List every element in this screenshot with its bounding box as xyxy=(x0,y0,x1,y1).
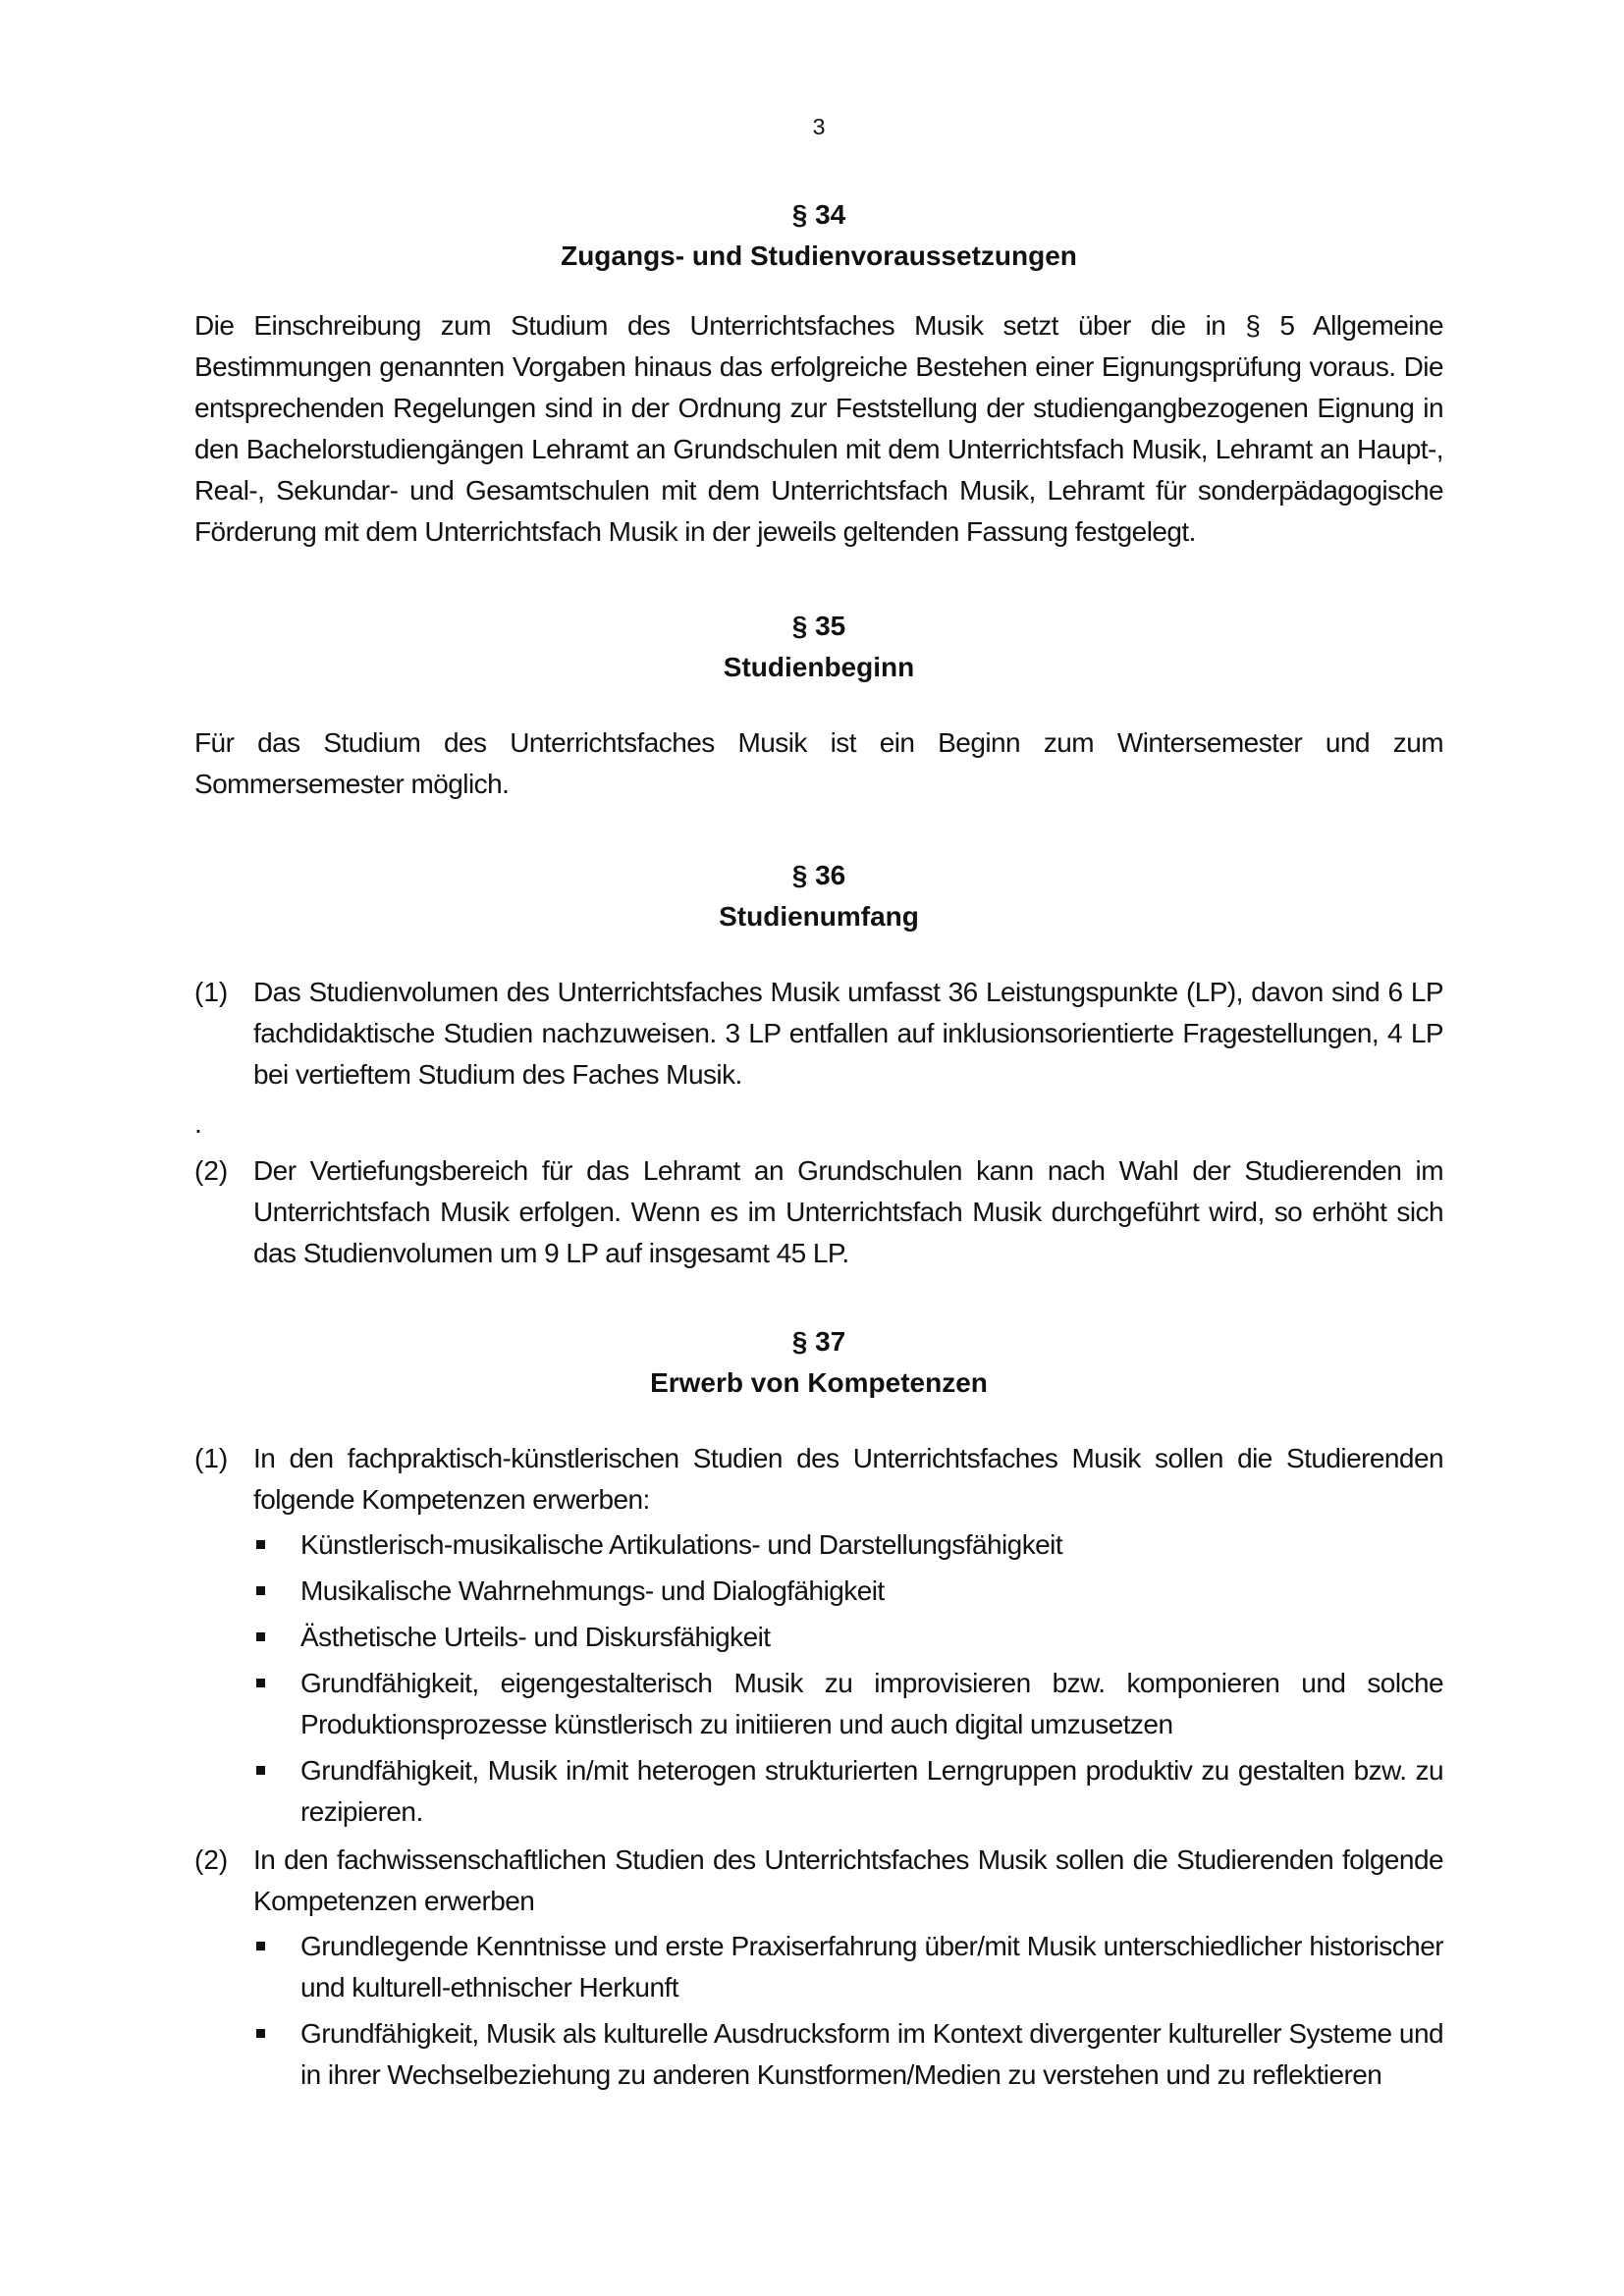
paragraph-text: In den fachpraktisch-künstlerischen Studien des Unterrichtsfaches Musik sollen die Studierenden folgende Kompetenzen erwerben: xyxy=(253,1443,1443,1515)
square-bullet-icon xyxy=(256,1540,265,1549)
list-item-text: Grundfähigkeit, eigengestalterisch Musik zu improvisieren bzw. komponieren und solche Produktionsprozesse künstlerisch zu initiieren und auch digital umzusetzen xyxy=(300,1668,1443,1739)
list-item-text: Ästhetische Urteils- und Diskursfähigkeit xyxy=(300,1622,771,1652)
list-item xyxy=(253,1750,1443,1833)
section-37-number: § 37 xyxy=(791,1326,846,1357)
square-bullet-icon xyxy=(256,1679,265,1687)
square-bullet-icon xyxy=(256,1942,265,1950)
section-37-paragraph-2 xyxy=(194,1840,1443,1922)
section-37-title: Erwerb von Kompetenzen xyxy=(650,1367,988,1398)
paragraph-text: Das Studienvolumen des Unterrichtsfaches Musik umfasst 36 Leistungspunkte (LP), davon sind 6 LP fachdidaktische Studien nachzuweisen. 3 LP entfallen auf inklusionsorientierte Fragestellungen, 4 LP bei vertieftem Studium des Faches Musik. xyxy=(253,977,1443,1090)
competence-list-2 xyxy=(253,1926,1443,2101)
section-36-paragraph-1 xyxy=(194,972,1443,1095)
paragraph-number: (2) xyxy=(194,1155,229,1186)
list-item xyxy=(253,2013,1443,2096)
square-bullet-icon xyxy=(256,1766,265,1775)
paragraph-text: In den fachwissenschaftlichen Studien des Unterrichtsfaches Musik sollen die Studierenden folgende Kompetenzen erwerben xyxy=(253,1844,1443,1916)
section-35-number: § 35 xyxy=(791,611,846,641)
stray-dot: . xyxy=(194,1108,202,1139)
list-item-text: Künstlerisch-musikalische Artikulations- und Darstellungsfähigkeit xyxy=(300,1529,1063,1560)
page-number: 3 xyxy=(812,114,826,139)
square-bullet-icon xyxy=(256,1632,265,1641)
section-35-title: Studienbeginn xyxy=(723,652,915,682)
section-37-heading xyxy=(194,1321,1443,1404)
list-item xyxy=(253,1663,1443,1745)
paragraph-number: (1) xyxy=(194,1443,229,1473)
list-item xyxy=(253,1617,1443,1658)
list-item xyxy=(253,1571,1443,1612)
paragraph-number: (2) xyxy=(194,1844,229,1875)
section-34-heading xyxy=(194,194,1443,277)
section-36-number: § 36 xyxy=(791,860,846,890)
section-37-paragraph-1 xyxy=(194,1438,1443,1521)
section-34-title: Zugangs- und Studienvoraussetzungen xyxy=(561,240,1077,271)
list-item-text: Grundlegende Kenntnisse und erste Praxiserfahrung über/mit Musik unterschiedlicher historischer und kulturell-ethnischer Herkunft xyxy=(300,1931,1443,2002)
section-34-number: § 34 xyxy=(791,199,846,230)
section-35-text: Für das Studium des Unterrichtsfaches Musik ist ein Beginn zum Wintersemester und zum Sommersemester möglich. xyxy=(194,727,1443,799)
list-item-text: Grundfähigkeit, Musik als kulturelle Ausdrucksform im Kontext divergenter kultureller Systeme und in ihrer Wechselbeziehung zu anderen Kunstformen/Medien zu verstehen und zu reflektieren xyxy=(300,2018,1443,2090)
section-36-heading xyxy=(194,855,1443,937)
section-36-title: Studienumfang xyxy=(719,901,919,932)
list-item-text: Musikalische Wahrnehmungs- und Dialogfähigkeit xyxy=(300,1575,885,1606)
competence-list-1 xyxy=(253,1524,1443,1838)
list-item xyxy=(253,1524,1443,1566)
section-36-paragraph-2 xyxy=(194,1150,1443,1274)
square-bullet-icon xyxy=(256,2029,265,2038)
paragraph-text: Der Vertiefungsbereich für das Lehramt an Grundschulen kann nach Wahl der Studierenden im Unterrichtsfach Musik erfolgen. Wenn es im Unterrichtsfach Musik durchgeführt wird, so erhöht sich das Studienvolumen um 9 LP auf insgesamt 45 LP. xyxy=(253,1155,1443,1268)
list-item-text: Grundfähigkeit, Musik in/mit heterogen strukturierten Lerngruppen produktiv zu gestalten bzw. zu rezipieren. xyxy=(300,1755,1443,1827)
square-bullet-icon xyxy=(256,1586,265,1595)
section-34-text: Die Einschreibung zum Studium des Unterrichtsfaches Musik setzt über die in § 5 Allgemeine Bestimmungen genannten Vorgaben hinaus das erfolgreiche Bestehen einer Eignungsprüfung voraus. Die entsprechenden Regelungen sind in der Ordnung zur Feststellung der studiengangbezogenen Eignung in den Bachelorstudiengängen Lehramt an Grundschulen mit dem Unterrichtsfach Musik, Lehramt an Haupt-, Real-, Sekundar- und Gesamtschulen mit dem Unterrichtsfach Musik, Lehramt für sonderpädagogische Förderung mit dem Unterrichtsfach Musik in der jeweils geltenden Fassung festgelegt. xyxy=(194,310,1443,547)
section-35-heading xyxy=(194,606,1443,688)
paragraph-number: (1) xyxy=(194,977,229,1007)
list-item xyxy=(253,1926,1443,2008)
